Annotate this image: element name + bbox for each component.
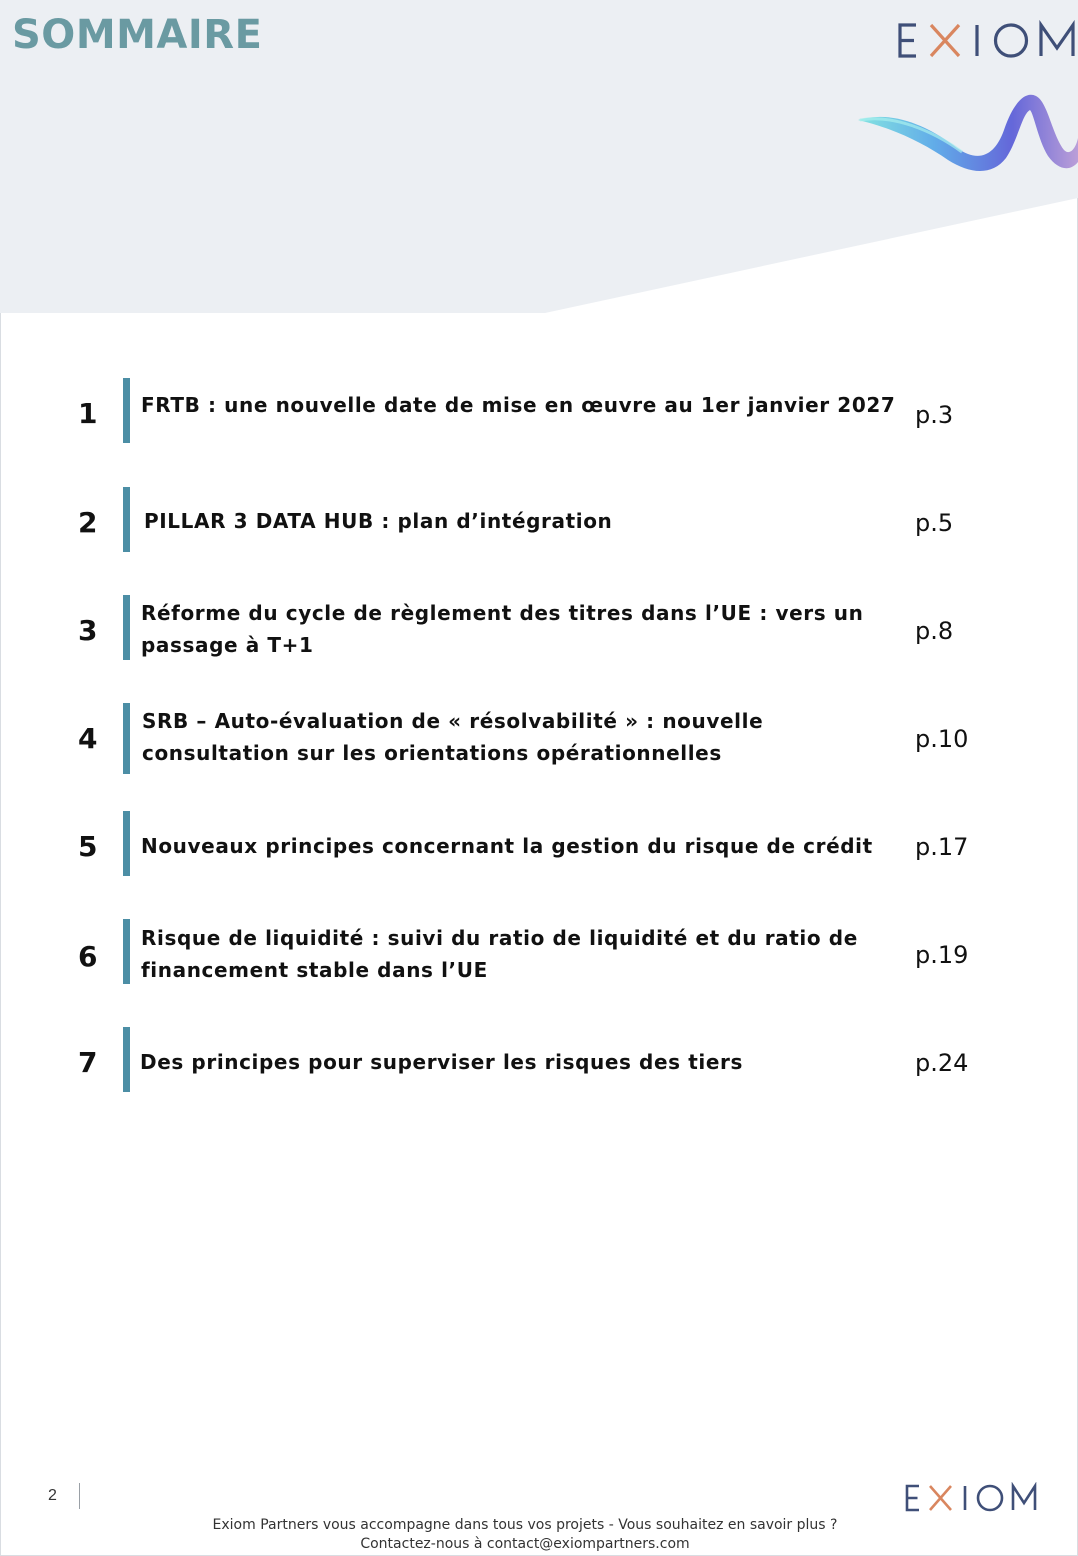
toc-item-title: Nouveaux principes concernant la gestion du risque de crédit: [141, 834, 873, 858]
toc-accent-bar: [123, 487, 130, 552]
toc-item-number: 3: [78, 614, 98, 647]
decorative-ribbon: [852, 80, 1078, 180]
footer-separator: [79, 1483, 80, 1509]
toc-item-page: p.10: [915, 725, 969, 753]
toc-item-number: 7: [78, 1046, 98, 1079]
toc-item-title: PILLAR 3 DATA HUB : plan d’intégration: [144, 509, 613, 533]
toc-accent-bar: [123, 595, 130, 660]
toc-item-page: p.8: [915, 617, 954, 645]
toc-item-page: p.17: [915, 833, 969, 861]
toc-item-title: SRB – Auto-évaluation de « résolvabilité » : nouvelle consultation sur les orientations opérationnelles: [142, 709, 764, 765]
toc-accent-bar: [123, 703, 130, 774]
exiom-logo-footer: [904, 1482, 1039, 1514]
footer-line-1: Exiom Partners vous accompagne dans tous vos projets - Vous souhaitez en savoir plus ?: [212, 1517, 838, 1533]
toc-item-page: p.19: [915, 941, 969, 969]
toc-item-page: p.24: [915, 1049, 969, 1077]
page-title: SOMMAIRE: [12, 12, 263, 58]
toc-item-number: 5: [78, 830, 98, 863]
toc-item-number: 4: [78, 722, 98, 755]
footer-line-2[interactable]: Contactez-nous à contact@exiompartners.com: [360, 1536, 690, 1552]
toc-item-title: FRTB : une nouvelle date de mise en œuvre au 1er janvier 2027: [141, 393, 896, 417]
toc-accent-bar: [123, 1027, 130, 1092]
toc-item-title: Risque de liquidité : suivi du ratio de liquidité et du ratio de financement stable dans l’UE: [141, 926, 858, 982]
toc-item-number: 1: [78, 397, 98, 430]
toc-item-number: 2: [78, 506, 98, 539]
toc-item-page: p.5: [915, 509, 954, 537]
toc-item-number: 6: [78, 940, 98, 973]
toc-item-title: Des principes pour superviser les risques des tiers: [140, 1050, 743, 1074]
toc-item-title: Réforme du cycle de règlement des titres dans l’UE : vers un passage à T+1: [141, 601, 864, 657]
exiom-logo: [896, 18, 1076, 63]
toc-accent-bar: [123, 378, 130, 443]
footer-page-number: 2: [48, 1487, 57, 1504]
toc-accent-bar: [123, 919, 130, 984]
toc-item-page: p.3: [915, 401, 954, 429]
footer-contact: [0, 1516, 1050, 1554]
toc-accent-bar: [123, 811, 130, 876]
